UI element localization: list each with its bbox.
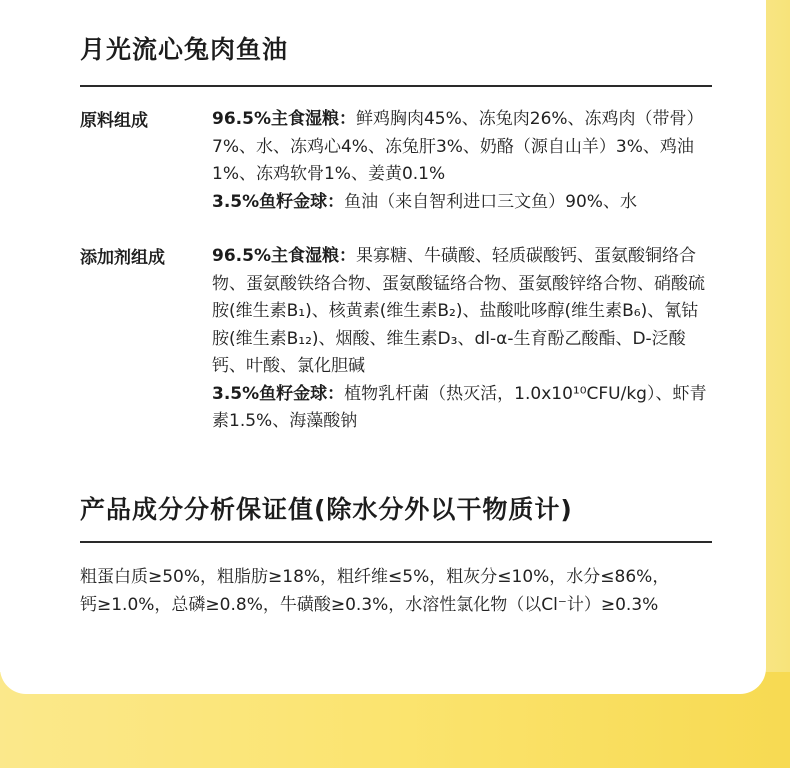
title-divider [80,85,712,87]
additives-fishoil-paragraph [212,381,714,436]
additives-fishoil-text: 植物乳杆菌（热灭活，1.0x10¹⁰CFU/kg）、虾青素1.5%、海藻酸钠 [212,383,707,431]
analysis-values [80,563,720,619]
analysis-line: 粗蛋白质≥50%，粗脂肪≥18%，粗纤维≤5%，粗灰分≤10%，水分≤86%， [80,567,670,587]
additives-fishoil-heading: 3.5%鱼籽金球： [212,383,345,404]
additives-body [212,243,714,436]
analysis-title: 产品成分分析保证值(除水分外以干物质计) [80,495,573,524]
ingredients-staple-heading: 96.5%主食湿粮： [212,109,356,129]
additives-staple-text: 果寡糖、牛磺酸、轻质碳酸钙、蛋氨酸铜络合物、蛋氨酸铁络合物、蛋氨酸锰络合物、蛋氨酸锌络合物、硝酸硫胺(维生素B₁)、核黄素(维生素B₂)、盐酸吡哆醇(维生素B₆)、氰钴胺(维生素B₁₂)、烟酸、维生素D₃、dl-α-生育酚乙酸酯、D-泛酸钙、叶酸、氯化胆碱 [212,246,705,376]
ingredients-fishoil-heading: 3.5%鱼籽金球： [212,191,345,212]
additives-staple-paragraph [212,243,714,381]
ingredients-fishoil-text: 鱼油（来自智利进口三文鱼）90%、水 [344,191,637,212]
product-title: 月光流心兔肉鱼油 [80,35,289,64]
ingredients-fishoil-paragraph [212,189,714,217]
additives-label: 添加剂组成 [80,248,165,268]
ingredients-staple-paragraph [212,106,714,189]
ingredients-body [212,106,714,216]
ingredients-label: 原料组成 [80,111,148,131]
ingredients-staple-text: 鲜鸡胸肉45%、冻兔肉26%、冻鸡肉（带骨）7%、水、冻鸡心4%、冻兔肝3%、奶酪（源自山羊）3%、鸡油1%、冻鸡软骨1%、姜黄0.1% [212,109,704,184]
analysis-divider [80,541,712,543]
analysis-line: 钙≥1.0%，总磷≥0.8%，牛磺酸≥0.3%，水溶性氯化物（以Cl⁻计）≥0.3% [80,595,659,615]
additives-staple-heading: 96.5%主食湿粮： [212,246,356,266]
